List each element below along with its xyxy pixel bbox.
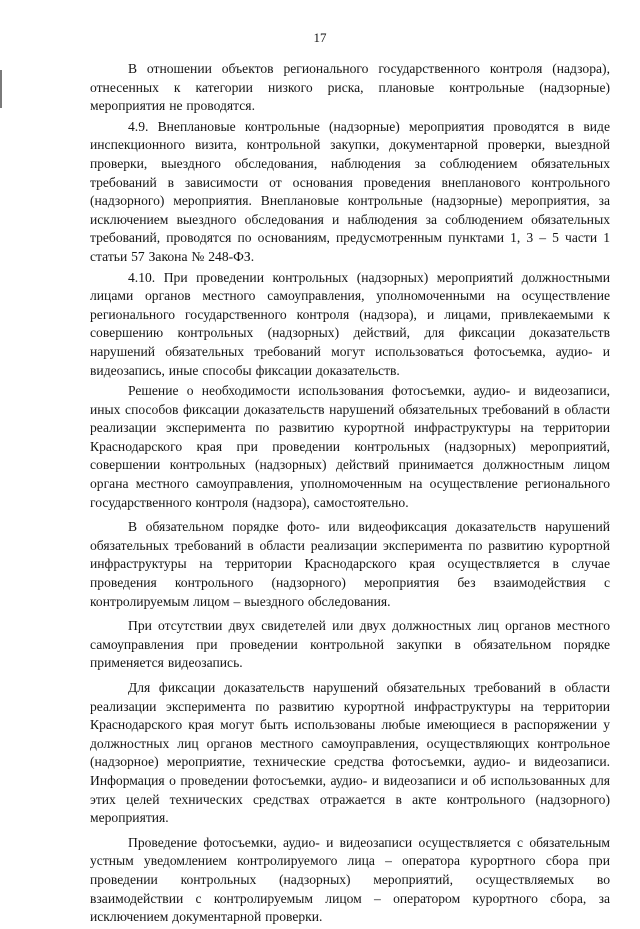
page-number: 17: [313, 30, 327, 45]
document-body: [90, 60, 610, 929]
paragraph-notification: Проведение фотосъемки, аудио- и видеозаписи осуществляется с обязательным устным уведомлением контролируемого лица – оператора курортного сбора при проведении контрольных (надзорных) мероприятий, осуществляемых во взаимодействии с контролируемым лицом – оператором курортного сбора, за исключением документарной проверки.: [90, 834, 610, 925]
paragraph-mandatory-fixation: В обязательном порядке фото- или видеофиксация доказательств нарушений обязательных требований в области реализации эксперимента по развитию курортной инфраструктуры на территории Краснодарского края осуществляется в случае проведения контрольного (надзорного) мероприятия без взаимодействия с контролируемым лицом – выездного обследования.: [90, 519, 610, 609]
paragraph-technical-means: Для фиксации доказательств нарушений обязательных требований в области реализации эксперимента по развитию курортной инфраструктуры на территории Краснодарского края могут быть использованы любые имеющиеся в распоряжении у должностных лиц органов местного самоуправления, осуществляющих контрольное (надзорное) мероприятие, технические средства фотосъемки, аудио- и видеозаписи. Информация о проведении фотосъемки, аудио- и видеозаписи и об использованных для этих целей технических средствах отражается в акте контрольного (надзорного) мероприятия.: [90, 680, 610, 826]
paragraph-4-10: 4.10. При проведении контрольных (надзорных) мероприятий должностными лицами органов местного самоуправления, уполномоченными на осуществление регионального государственного контроля (надзора), и лицами, привлекаемыми к совершению контрольных (надзорных) действий, для фиксации доказательств нарушений обязательных требований могут использоваться фотосъемка, аудио- и видеозапись, иные способы фиксации доказательств.: [90, 269, 610, 378]
paragraph-video-recording: При отсутствии двух свидетелей или двух должностных лиц органов местного самоуправления при проведении контрольной закупки в обязательном порядке применяется видеозапись.: [90, 618, 610, 671]
paragraph-4-9: 4.9. Внеплановые контрольные (надзорные) мероприятия проводятся в виде инспекционного визита, контрольной закупки, документарной проверки, выездной проверки, выездного обследования, наблюдения за соблюдением обязательных требований в зависимости от основания проведения внепланового контрольного (надзорного) мероприятия. Внеплановые контрольные (надзорные) мероприятия, за исключением выездного обследования и наблюдения за соблюдением обязательных требований, проводятся по основаниям, предусмотренным пунктами 1, 3 – 5 части 1 статьи 57 Закона № 248-ФЗ.: [90, 118, 610, 264]
scan-edge-mark: [0, 70, 2, 108]
paragraph-low-risk: В отношении объектов регионального государственного контроля (надзора), отнесенных к категории низкого риска, плановые контрольные (надзорные) мероприятия не проводятся.: [90, 61, 610, 114]
paragraph-decision: Решение о необходимости использования фотосъемки, аудио- и видеозаписи, иных способов фиксации доказательств нарушений обязательных требований в области реализации эксперимента по развитию курортной инфраструктуры на территории Краснодарского края при проведении контрольных (надзорных) мероприятий, совершении контрольных (надзорных) действий принимается должностным лицом органа местного самоуправления, уполномоченным на осуществление регионального государственного контроля (надзора), самостоятельно.: [90, 383, 610, 510]
